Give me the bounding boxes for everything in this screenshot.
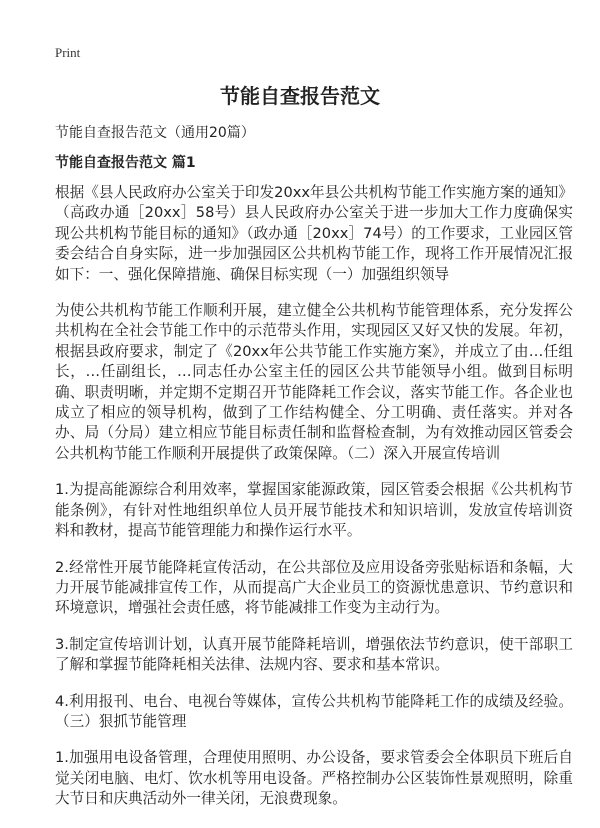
paragraph: 3.制定宣传培训计划，认真开展节能降耗培训，增强依法节约意识，使干部职工了解和掌握节能降耗相关法律、法规内容、要求和基本常识。 bbox=[55, 635, 573, 674]
paragraph: 根据《县人民政府办公室关于印发20xx年县公共机构节能工作实施方案的通知》（高政办通［20xx］58号）县人民政府办公室关于进一步加大工作力度确保实现公共机构节能目标的通知》（政办通［20xx］74号）的工作要求，工业园区管委会结合自身实际，进一步加强园区公共机构节能工作，现将工作开展情况汇报如下：一、强化保障措施、确保目标实现（一）加强组织领导 bbox=[55, 184, 573, 283]
document-subtitle: 节能自查报告范文（通用20篇） bbox=[55, 125, 255, 141]
paragraph: 为使公共机构节能工作顺利开展，建立健全公共机构节能管理体系，充分发挥公共机构在全社会节能工作中的示范带头作用，实现园区又好又快的发展。年初，根据县政府要求，制定了《20xx年公共节能工作实施方案》，并成立了由…任组长，…任副组长，…同志任办公室主任的园区公共节能领导小组。做到目标明确、职责明晰，并定期不定期召开节能降耗工作会议，落实节能工作。各企业也成立了相应的领导机构，做到了工作结构健全、分工明确、责任落实。并对各办、局（分局）建立相应节能目标责任制和监督检查制，为有效推动园区管委会公共机构节能工作顺利开展提供了政策保障。（二）深入开展宣传培训 bbox=[55, 302, 573, 462]
paragraph: 1.为提高能源综合利用效率，掌握国家能源政策，园区管委会根据《公共机构节能条例》，有针对性地组织单位人员开展节能技术和知识培训，发放宣传培训资料和教材，提高节能管理能力和操作运行水平。 bbox=[55, 481, 573, 540]
section-heading: 节能自查报告范文 篇1 bbox=[55, 155, 196, 171]
document-body bbox=[55, 183, 573, 826]
paragraph: 2.经常性开展节能降耗宣传活动，在公共部位及应用设备旁张贴标语和条幅，大力开展节能减排宣传工作，从而提高广大企业员工的资源忧患意识、节约意识和环境意识，增强社会责任感，将节能减排工作变为主动行为。 bbox=[55, 558, 573, 617]
paragraph: 1.加强用电设备管理，合理使用照明、办公设备，要求管委会全体职员下班后自觉关闭电脑、电灯、饮水机等用电设备。严格控制办公区装饰性景观照明，除重大节日和庆典活动外一律关闭，无浪费现象。 bbox=[55, 749, 573, 808]
paragraph: 4.利用报刊、电台、电视台等媒体，宣传公共机构节能降耗工作的成绩及经验。（三）狠抓节能管理 bbox=[55, 692, 573, 730]
print-link[interactable]: Print bbox=[55, 45, 81, 60]
page-title: 节能自查报告范文 bbox=[220, 84, 380, 108]
